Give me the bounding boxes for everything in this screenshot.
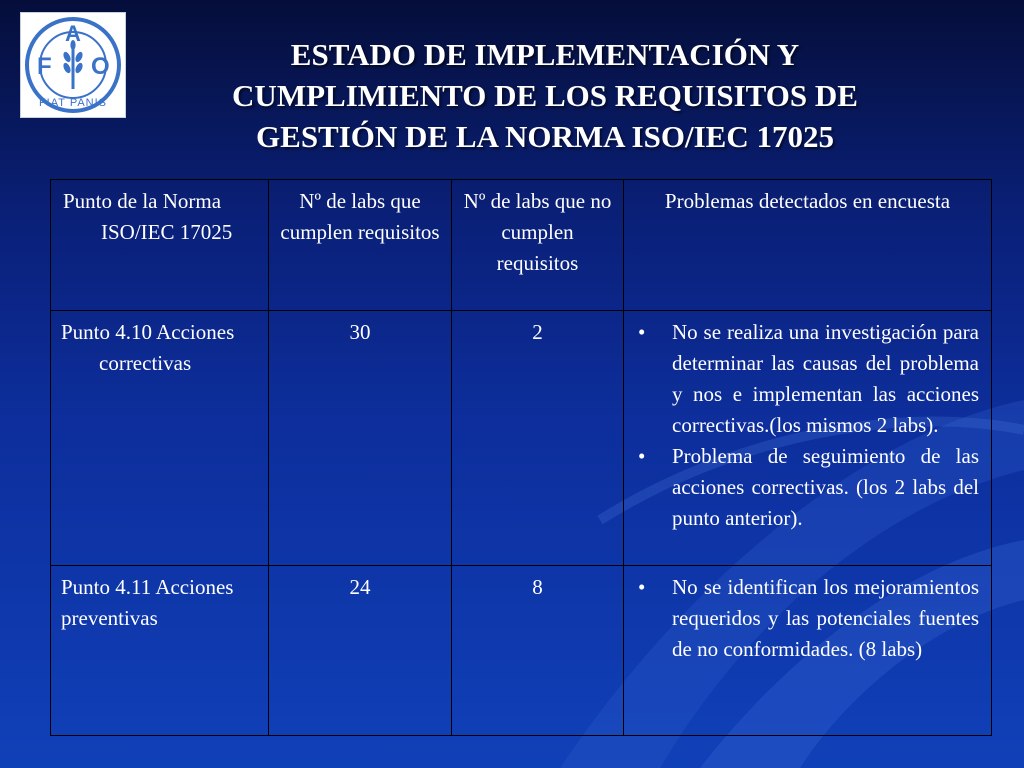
list-item: • Problema de seguimiento de las acciones correctivas. (los 2 labs del punto anterior).: [634, 441, 981, 534]
logo-letter-o: O: [91, 53, 110, 80]
table-header-row: [51, 180, 992, 311]
title-line-2: CUMPLIMIENTO DE LOS REQUISITOS DE: [232, 78, 858, 113]
fao-logo: [20, 12, 126, 118]
cell-no-cumplen: 8: [452, 566, 624, 736]
logo-letter-f: F: [37, 53, 52, 80]
header-problemas: Problemas detectados en encuesta: [624, 180, 992, 311]
logo-letter-a: A: [65, 21, 81, 46]
cell-problemas: [624, 566, 992, 736]
header-no-cumplen: Nº de labs que no cumplen requisitos: [452, 180, 624, 311]
logo-motto: FIAT PANIS: [38, 97, 108, 109]
header-punto: Punto de la Norma ISO/IEC 17025: [51, 180, 269, 311]
title-line-3: GESTIÓN DE LA NORMA ISO/IEC 17025: [256, 119, 834, 154]
cell-punto: Punto 4.10 Acciones correctivas: [51, 311, 269, 566]
list-item: • No se identifican los mejoramientos requeridos y las potenciales fuentes de no conformidades. (8 labs): [634, 572, 981, 665]
table-row: [51, 311, 992, 566]
cell-punto: Punto 4.11 Acciones preventivas: [51, 566, 269, 736]
cell-cumplen: 30: [269, 311, 452, 566]
cell-no-cumplen: 2: [452, 311, 624, 566]
title-line-1: ESTADO DE IMPLEMENTACIÓN Y: [290, 37, 800, 72]
wheat-icon: [62, 40, 84, 89]
requirements-table: [50, 179, 992, 736]
page-title: [160, 34, 930, 157]
header-cumplen: Nº de labs que cumplen requisitos: [269, 180, 452, 311]
list-item: • No se realiza una investigación para determinar las causas del problema y nos e implementan las acciones correctivas.(los mismos 2 labs).: [634, 317, 981, 441]
cell-problemas: [624, 311, 992, 566]
cell-cumplen: 24: [269, 566, 452, 736]
table-row: [51, 566, 992, 736]
